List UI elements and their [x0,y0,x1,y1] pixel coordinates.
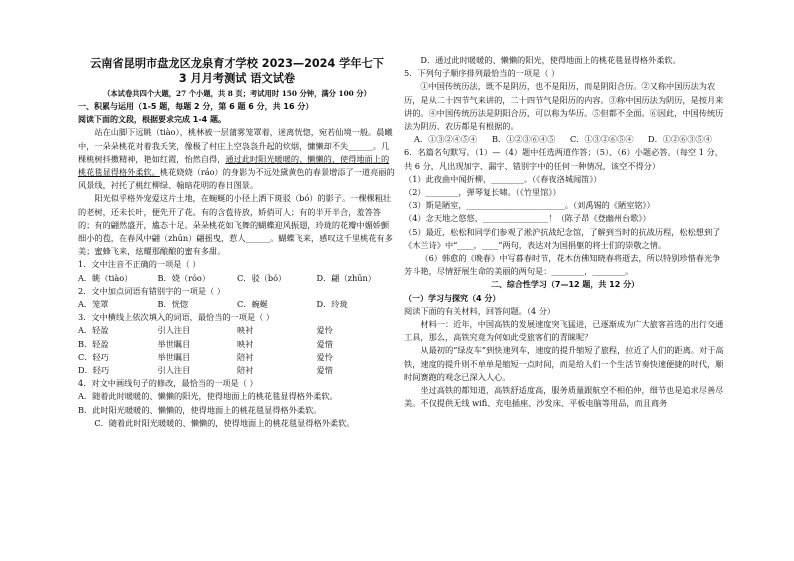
q3-a-word2: 引人注目 [157,325,191,336]
q6-item-1: （1）此夜曲中闻折柳，________。（《春夜洛城闻笛》） [404,173,602,184]
q3-c-word1: C．轻巧 [78,351,109,362]
section-2-heading: 二、综合性学习（7—12 题，共 12 分） [490,280,640,290]
question-1: 1．文中注音不正确的一项是（ ） [78,259,201,270]
q2-option-a: A．笼罩 [78,299,109,310]
passage-paragraph-2: 阳光似乎格外宠爱这片土地，在蜿蜒的小径上洒下斑驳（bó）的影子。一棵棵粗壮的老树，还未长叶，便先开了花。有的含苞待放，娇俏可人；有的半开半合，羞答答的；有的翩然盛开，尴态十足。朵朵桃花如飞舞的蝴蝶迎风振翅，玲珑的花瓣中媚娇颤细小的苞，在春风中翩（zhūn）翩摇曳，惹人______。蝴蝶飞来，感叹这千里桃花有多美；蜜蜂飞来，炫耀那酿酿的蜜有多甜。 [78,193,393,257]
question-3: 3．文中横线上依次填入的词语，最恰当的一项是（ ） [78,312,275,323]
q3-b-word3: 映衬 [237,338,254,349]
question-6: 6．名篇名句默写。（1）—（4）题中任选两道作答；（5）、（6）小题必答。（每空 1 分，共 6 分，凡出现加字、漏字、错别字中的任何一种情况，该空不得分） [404,147,723,171]
material-instruction: 阅读下面的有关材料，回答问题。（4 分） [404,305,556,316]
q5-option-b: B．①②③⑥④⑤ [492,134,556,145]
q3-d-word3: 陪衬 [237,365,254,376]
material-1: 材料一：近年，中国高铁的发展速度突飞猛进，已逐渐成为广大旅客首选的出行交通工具，那么，高铁究竟为何如此受旅客们的青睐呢？ [404,319,724,343]
q4-option-c: C．随着此时阳光暖暖的、懒懒的，使得地面上的桃花毯显得格外柔软。 [94,417,355,428]
q3-option-row-d [78,364,396,377]
q6-item-4: （4）念天地之悠悠，________________！（陈子昂《登幽州台歌》） [404,213,651,224]
q4-option-b: B．此时阳光暖暖的、懒懒的，使得地面上的桃花毯显得格外柔软。 [78,404,322,415]
q3-option-row-a [78,324,396,337]
q3-a-word1: A．轻盈 [78,325,109,336]
q3-a-word4: 爱怜 [316,325,333,336]
q1-option-a: A．眺（tiào） [78,272,133,283]
q3-d-word4: 爱惜 [316,365,333,376]
subsection-1-heading: （一）学习与探究（4 分） [404,293,501,303]
q2-option-b: B．恍惚 [157,299,189,310]
q3-b-word1: B．轻盈 [78,338,109,349]
q3-b-word4: 爱惜 [316,338,333,349]
right-column [404,54,726,410]
q2-option-d: D．玲珑 [316,299,348,310]
q6-item-3: （3）斯是陋室，________________________。（刘禹锡的《陋室铭》） [404,200,655,211]
q3-a-word3: 映衬 [237,325,254,336]
q3-c-word3: 陪衬 [237,351,254,362]
q3-c-word4: 爱怜 [316,351,333,362]
question-2-options [78,298,396,311]
q3-b-word2: 举世瞩目 [157,338,191,349]
q4-option-a: A．随着此时暖暖的、懒懒的阳光，使得地面上的桃花毯显得格外柔软。 [78,391,338,402]
question-5-options [404,133,726,146]
exam-title-line2: 3 月月考测试 语文试卷 [178,72,296,85]
para1-text-b: 桃花娆娆（ráo）的身影为不远处黛黄色的春景增添了一道亮丽的风景线，衬托了桃红柳绿、翰暗花明的春日图景。 [78,167,395,191]
section-1-heading: 一、积累与运用（1-5 题，每题 2 分，第 6 题 6 分，共 16 分） [78,102,314,111]
q6-item-6: （6）韩愈的《晚春》中写暮春时节，花木仿佛知晓春将逝去，所以特别珍惜春光争芳斗艳，尽情舒展生命的美丽的两句是：________，________。 [404,253,721,277]
question-5-body: ①中国传统历法，既不是阴历，也不是阳历，而是阴阳合历。②又称中国历法为农历，是从二十四节气来讲的，二十四节气是阳历的内容。③称中国历法为阴历，是按月来讲的。④中国传统历法是阴阳合历，可以称为华历。⑤但都不全面。⑥因此，中国传统历法为阴历、农历都是有根据的。 [404,81,724,132]
exam-note: （本试卷共四个大题，27 个小题，共 8 页；考试用时 150 分钟，满分 100 分） [103,89,371,98]
q3-option-row-c [78,351,396,364]
q6-item-2: （2）________，弹琴复长啸。（《竹里馆》） [404,187,561,198]
question-5: 5．下列句子顺序排列最恰当的一项是（ ） [404,68,560,79]
q5-option-c: C．①③②⑥⑤④ [570,134,634,145]
q4-option-d: D．通过此时暖暖的、懒懒的阳光，使得地面上的桃花毯显得格外柔软。 [420,55,681,65]
passage-paragraph-1 [78,126,396,192]
q1-option-c: C．驳（bó） [237,272,287,283]
q2-option-c: C．蜿蜒 [237,299,268,310]
q5-option-d: D．①②⑥③⑤④ [648,134,712,145]
q1-option-d: D．翩（zhūn） [316,272,376,283]
q3-c-word2: 举世瞩目 [157,351,191,362]
q3-d-word1: D．轻巧 [78,365,110,376]
q3-option-row-b [78,338,396,351]
question-1-options [78,272,396,285]
underlined-sentence: 通过此时阳光暖暖的、懒懒的，使得地面上的桃花毯显得格外柔软。 [78,153,390,178]
q3-d-word2: 引人注目 [157,365,191,376]
question-2: 2．文中加点词语有错别字的一项是（ ） [78,285,225,296]
reading-instruction: 阅读下面的文段，根据要求完成 1-4 题。 [78,115,227,125]
question-4: 4．对文中画线句子的修改，最恰当的一项是（ ） [78,378,258,389]
left-column [78,0,396,430]
material-2: 从最初的“绿皮车”到快速列车，速度的提升缩短了旅程，拉近了人们的距离。对于高铁，速度的提升则不单单是缩短一点时间，而是给人们一个生活节奏快速便捷的时代，顺时间赛跑的观念已深入人心。 [404,345,724,382]
q5-option-a: A．①③②④⑤④ [414,134,478,145]
material-3: 坐过高铁的都知道，高铁舒适度高，服务质量跟航空不相伯仲，细节也是追求尽善尽美。不仅提供无线 wifi、充电插座、沙发床、平板电脑等用品，而且商务 [404,385,724,409]
para1-text-a: 站在山脚下远眺（tiào），桃林被一层蒲雾笼罩着，迷离恍惚，宛若仙境一般。晨曦中，一朵朵桃花对着我夭笑，像极了村庄上空袅袅升起的炊烟，慵懒却不失______。几棵桃树抖擞精神，艳如红霞，怡然自得， [78,127,393,164]
q6-item-5: （5）最近，松松和同学们参观了淞沪抗战纪念馆，了解到当时的抗战历程，松松想到了《木兰诗》中“____，____”两句，表达对为国捐躯的将士们的崇敬之情。 [404,226,721,250]
exam-title-line1: 云南省昆明市盘龙区龙泉育才学校 2023—2024 学年七下 [90,57,384,70]
q1-option-b: B．娆（róo） [157,272,211,283]
